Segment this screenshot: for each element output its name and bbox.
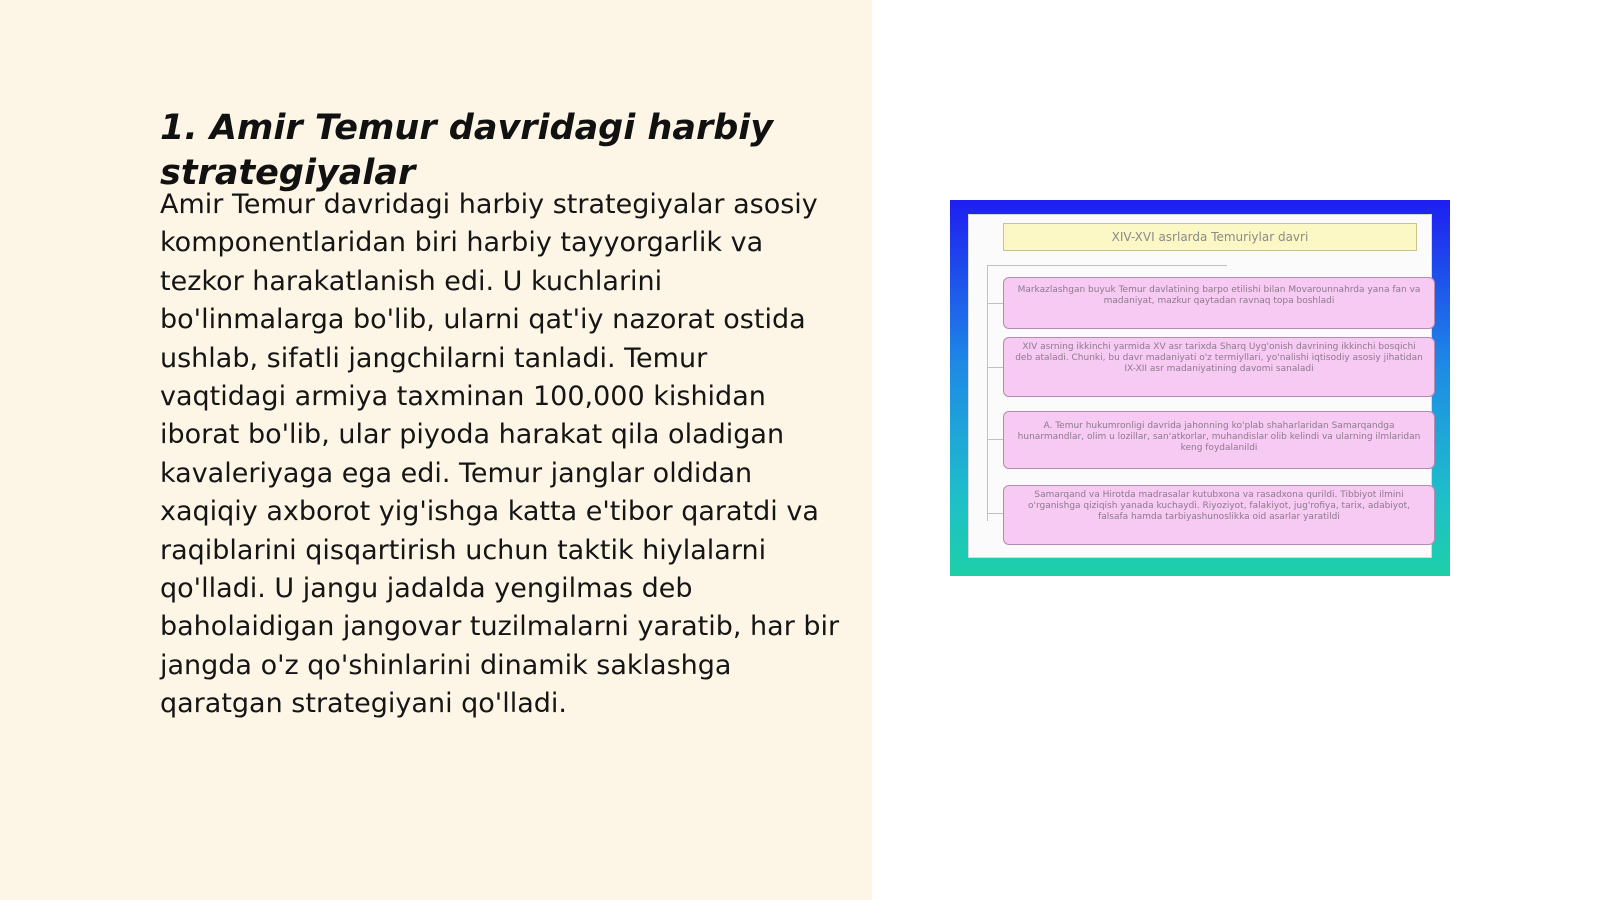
diagram-header: XIV-XVI asrlarda Temuriylar davri <box>1003 223 1417 251</box>
slide-body-text: Amir Temur davridagi harbiy strategiyalar asosiy komponentlaridan biri harbiy tayyorgarlik va tezkor harakatlanish edi. U kuchlarini bo'linmalarga bo'lib, ularni qat'iy nazorat ostida ushlab, sifatli jangchilarni tanladi. Temur vaqtidagi armiya taxminan 100,000 kishidan iborat bo'lib, ular piyoda harakat qila oladigan kavaleriyaga ega edi. Temur janglar oldidan xaqiqiy axborot yig'ishga katta e'tibor qaratdi va raqiblarini qisqartirish uchun taktik hiylalarni qo'lladi. U jangu jadalda yengilmas deb baholaidigan jangovar tuzilmalarni yaratib, har bir jangda o'z qo'shinlarini dinamik saklashga qaratgan strategiyani qo'lladi. <box>160 189 840 720</box>
diagram-tick <box>987 303 1003 304</box>
diagram-tick <box>987 513 1003 514</box>
temuriylar-diagram-image <box>950 200 1450 576</box>
diagram-tick <box>987 367 1003 368</box>
diagram-canvas <box>968 214 1432 558</box>
diagram-box-4: Samarqand va Hirotda madrasalar kutubxona va rasadxona qurildi. Tibbiyot ilmini o'rganishga qiziqish yanada kuchaydi. Riyoziyot, falakiyot, jug'rofiya, tarix, adabiyot, falsafa hamda tarbiyashunoslikka oid asarlar yaratildi <box>1003 485 1435 545</box>
diagram-box-1: Markazlashgan buyuk Temur davlatining barpo etilishi bilan Movarounnahrda yana fan va madaniyat, mazkur qaytadan ravnaq topa boshladi <box>1003 277 1435 329</box>
diagram-connector <box>987 265 1227 266</box>
slide-title: 1. Amir Temur davridagi harbiy strategiyalar <box>160 108 774 193</box>
diagram-box-2: XIV asrning ikkinchi yarmida XV asr tarixda Sharq Uyg'onish davrining ikkinchi bosqichi deb ataladi. Chunki, bu davr madaniyati o'z termiyllari, yo'nalishi iqtisodiy asosiy jihatidan IX-XII asr madaniyatining davomi sanaladi <box>1003 337 1435 397</box>
diagram-tick <box>987 439 1003 440</box>
diagram-box-3: A. Temur hukumronligi davrida jahonning ko'plab shaharlaridan Samarqandga hunarmandlar, olim u lozillar, san'atkorlar, muhandislar olib kelindi va ularning ilmlaridan keng foydalanildi <box>1003 411 1435 469</box>
